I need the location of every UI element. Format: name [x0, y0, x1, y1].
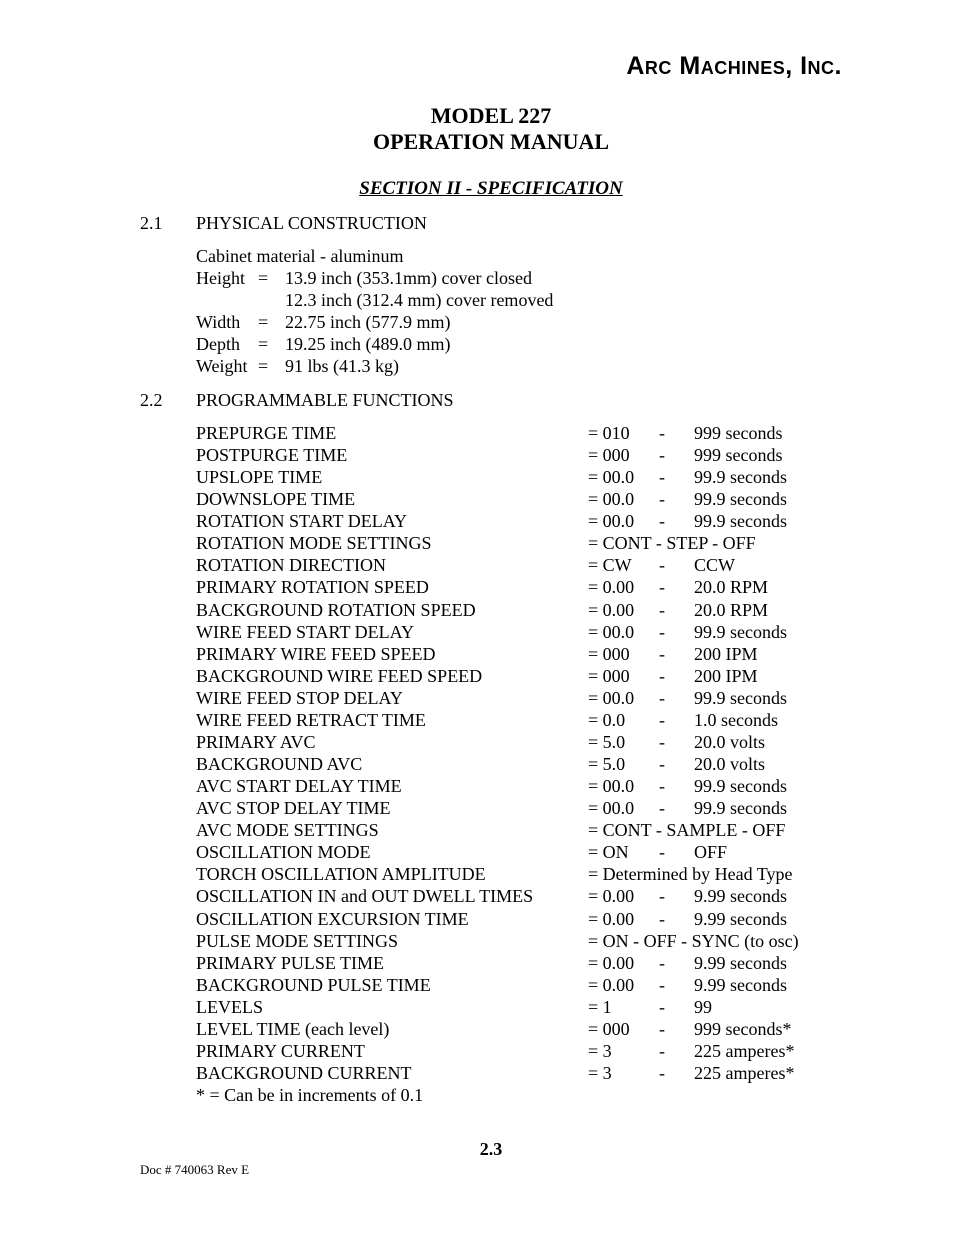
function-max: 20.0 volts — [694, 731, 766, 752]
function-name: WIRE FEED STOP DELAY — [196, 687, 403, 708]
function-name: OSCILLATION IN and OUT DWELL TIMES — [196, 886, 534, 907]
function-name: BACKGROUND WIRE FEED SPEED — [196, 665, 483, 686]
function-max: 9.99 seconds — [694, 886, 787, 907]
programmable-functions-heading: PROGRAMMABLE FUNCTIONS — [196, 390, 454, 410]
company-logo: Arc Machines, Inc. — [626, 52, 842, 80]
function-max: 20.0 RPM — [694, 599, 769, 620]
function-name: ROTATION MODE SETTINGS — [196, 533, 432, 554]
spec-row — [0, 289, 954, 311]
function-row — [0, 532, 954, 554]
function-min: = 00.0 — [588, 687, 635, 708]
manual-title-operation: OPERATION MANUAL — [372, 129, 610, 154]
function-min: = ON - OFF - SYNC (to osc) — [588, 930, 799, 951]
function-dash: - — [659, 599, 665, 620]
function-max: 99.9 seconds — [694, 621, 787, 642]
section-number-2-1: 2.1 — [140, 213, 163, 233]
function-name: DOWNSLOPE TIME — [196, 489, 356, 510]
function-dash: - — [659, 1018, 665, 1039]
function-dash: - — [659, 489, 665, 510]
function-dash: - — [659, 886, 665, 907]
function-min: = 0.0 — [588, 709, 626, 730]
function-dash: - — [659, 1040, 665, 1061]
function-dash: - — [659, 908, 665, 929]
spec-equals: = — [258, 356, 269, 376]
function-min: = CONT - SAMPLE - OFF — [588, 820, 786, 841]
function-name: BACKGROUND AVC — [196, 754, 363, 775]
function-dash: - — [659, 555, 665, 576]
function-name: UPSLOPE TIME — [196, 467, 323, 488]
function-row — [0, 709, 954, 731]
spec-row — [0, 333, 954, 355]
function-name: LEVELS — [196, 996, 263, 1017]
function-min: = 0.00 — [588, 577, 635, 598]
function-dash: - — [659, 511, 665, 532]
function-max: 999 seconds — [694, 423, 783, 443]
function-dash: - — [659, 1063, 665, 1084]
function-name: PULSE MODE SETTINGS — [196, 930, 399, 951]
function-dash: - — [659, 798, 665, 819]
function-name: OSCILLATION EXCURSION TIME — [196, 908, 469, 929]
spec-label: Depth — [196, 334, 240, 354]
function-dash: - — [659, 445, 665, 466]
function-max: 1.0 seconds — [694, 709, 778, 730]
footnote: * = Can be in increments of 0.1 — [196, 1085, 424, 1105]
function-name: AVC MODE SETTINGS — [196, 820, 379, 841]
function-min: = 0.00 — [588, 974, 635, 995]
function-min: = 0.00 — [588, 952, 635, 973]
function-row — [0, 775, 954, 797]
function-dash: - — [659, 621, 665, 642]
function-name: OSCILLATION MODE — [196, 842, 371, 863]
function-row — [0, 930, 954, 952]
doc-number: Doc # 740063 Rev E — [140, 1162, 250, 1177]
function-name: PRIMARY PULSE TIME — [196, 952, 385, 973]
function-row — [0, 599, 954, 621]
function-max: 99.9 seconds — [694, 776, 787, 797]
spec-equals: = — [258, 334, 269, 354]
function-min: = Determined by Head Type — [588, 864, 793, 885]
function-name: ROTATION START DELAY — [196, 511, 408, 532]
function-row — [0, 753, 954, 775]
spec-value: 13.9 inch (353.1mm) cover closed — [285, 268, 532, 288]
cabinet-material: Cabinet material - aluminum — [196, 246, 404, 266]
function-min: = 000 — [588, 665, 630, 686]
page-number: 2.3 — [479, 1139, 503, 1159]
function-row — [0, 554, 954, 576]
function-min: = 010 — [588, 423, 630, 443]
spec-row — [0, 267, 954, 289]
spec-equals: = — [258, 268, 269, 288]
function-row — [0, 1040, 954, 1062]
spec-label: Weight — [196, 356, 248, 376]
function-min: = CW — [588, 555, 632, 576]
spec-value: 22.75 inch (577.9 mm) — [285, 312, 451, 332]
spec-value: 12.3 inch (312.4 mm) cover removed — [285, 290, 554, 310]
function-dash: - — [659, 776, 665, 797]
function-max: 9.99 seconds — [694, 908, 787, 929]
function-name: PRIMARY AVC — [196, 731, 316, 752]
spec-label: Width — [196, 312, 241, 332]
function-name: PREPURGE TIME — [196, 423, 337, 443]
function-name: POSTPURGE TIME — [196, 445, 348, 466]
function-row — [0, 1062, 954, 1084]
function-max: 99.9 seconds — [694, 489, 787, 510]
function-name: WIRE FEED RETRACT TIME — [196, 709, 426, 730]
section-number-2-2: 2.2 — [140, 390, 163, 410]
function-row — [0, 488, 954, 510]
function-row — [0, 466, 954, 488]
function-max: 999 seconds — [694, 445, 783, 466]
spec-row — [0, 355, 954, 377]
function-row — [0, 687, 954, 709]
function-dash: - — [659, 643, 665, 664]
function-name: WIRE FEED START DELAY — [196, 621, 414, 642]
function-min: = 5.0 — [588, 731, 626, 752]
function-dash: - — [659, 754, 665, 775]
function-dash: - — [659, 952, 665, 973]
physical-construction-heading: PHYSICAL CONSTRUCTION — [196, 213, 427, 233]
function-min: = 00.0 — [588, 511, 635, 532]
function-dash: - — [659, 731, 665, 752]
function-max: 99 — [694, 996, 712, 1017]
function-name: BACKGROUND PULSE TIME — [196, 974, 431, 995]
function-name: PRIMARY CURRENT — [196, 1040, 365, 1061]
function-row — [0, 974, 954, 996]
function-name: BACKGROUND CURRENT — [196, 1063, 412, 1084]
function-min: = 1 — [588, 996, 612, 1017]
function-name: ROTATION DIRECTION — [196, 555, 387, 576]
function-row — [0, 797, 954, 819]
function-row — [0, 422, 954, 444]
function-row — [0, 841, 954, 863]
function-max: OFF — [694, 842, 728, 863]
function-max: 9.99 seconds — [694, 952, 787, 973]
function-max: 200 IPM — [694, 665, 758, 686]
function-min: = 0.00 — [588, 886, 635, 907]
function-dash: - — [659, 467, 665, 488]
spec-row — [0, 311, 954, 333]
spec-label: Height — [196, 268, 245, 288]
function-name: PRIMARY ROTATION SPEED — [196, 577, 429, 598]
function-min: = 00.0 — [588, 776, 635, 797]
function-min: = 000 — [588, 445, 630, 466]
spec-value: 91 lbs (41.3 kg) — [285, 356, 399, 376]
function-name: BACKGROUND ROTATION SPEED — [196, 599, 476, 620]
function-min: = 00.0 — [588, 467, 635, 488]
function-row — [0, 885, 954, 907]
function-min: = 000 — [588, 1018, 630, 1039]
function-row — [0, 863, 954, 885]
function-row — [0, 952, 954, 974]
function-max: 20.0 RPM — [694, 577, 769, 598]
function-min: = 0.00 — [588, 599, 635, 620]
function-row — [0, 643, 954, 665]
function-min: = 3 — [588, 1063, 612, 1084]
function-max: 999 seconds* — [694, 1018, 792, 1039]
manual-title-model: MODEL 227 — [430, 103, 552, 128]
function-row — [0, 665, 954, 687]
function-dash: - — [659, 842, 665, 863]
function-name: PRIMARY WIRE FEED SPEED — [196, 643, 436, 664]
spec-equals: = — [258, 312, 269, 332]
function-row — [0, 1018, 954, 1040]
function-row — [0, 576, 954, 598]
function-max: 225 amperes* — [694, 1040, 795, 1061]
function-max: 9.99 seconds — [694, 974, 787, 995]
function-name: AVC STOP DELAY TIME — [196, 798, 391, 819]
function-max: 99.9 seconds — [694, 687, 787, 708]
function-max: 99.9 seconds — [694, 467, 787, 488]
function-dash: - — [659, 709, 665, 730]
function-min: = 00.0 — [588, 621, 635, 642]
function-max: 200 IPM — [694, 643, 758, 664]
function-min: = 5.0 — [588, 754, 626, 775]
function-row — [0, 444, 954, 466]
spec-value: 19.25 inch (489.0 mm) — [285, 334, 451, 354]
function-min: = CONT - STEP - OFF — [588, 533, 756, 554]
function-min: = 00.0 — [588, 798, 635, 819]
function-row — [0, 621, 954, 643]
function-name: TORCH OSCILLATION AMPLITUDE — [196, 864, 486, 885]
function-min: = 3 — [588, 1040, 612, 1061]
function-dash: - — [659, 687, 665, 708]
function-row — [0, 510, 954, 532]
function-min: = 00.0 — [588, 489, 635, 510]
function-row — [0, 731, 954, 753]
function-min: = 000 — [588, 643, 630, 664]
function-max: 225 amperes* — [694, 1063, 795, 1084]
function-max: 99.9 seconds — [694, 798, 787, 819]
function-min: = ON — [588, 842, 629, 863]
function-row — [0, 819, 954, 841]
function-row — [0, 908, 954, 930]
function-max: CCW — [694, 555, 736, 576]
function-dash: - — [659, 423, 665, 443]
function-name: AVC START DELAY TIME — [196, 776, 402, 797]
function-dash: - — [659, 974, 665, 995]
function-dash: - — [659, 577, 665, 598]
section-title: SECTION II - SPECIFICATION — [359, 178, 623, 199]
function-name: LEVEL TIME (each level) — [196, 1018, 390, 1039]
function-dash: - — [659, 665, 665, 686]
function-max: 99.9 seconds — [694, 511, 787, 532]
function-row — [0, 996, 954, 1018]
function-min: = 0.00 — [588, 908, 635, 929]
function-dash: - — [659, 996, 665, 1017]
function-max: 20.0 volts — [694, 754, 766, 775]
